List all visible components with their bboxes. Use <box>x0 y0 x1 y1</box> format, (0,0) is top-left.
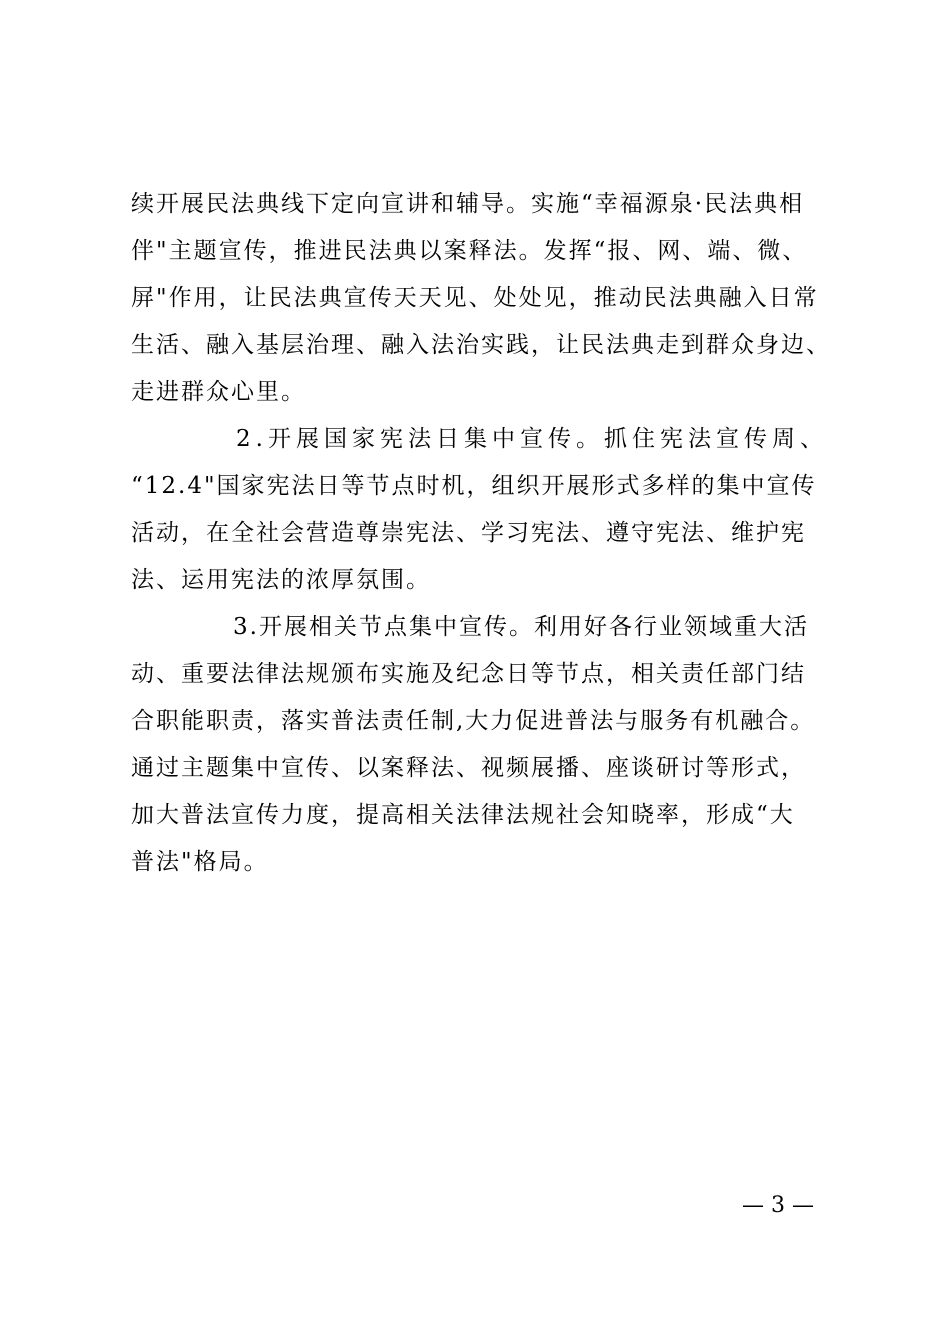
body-text-line: 活动，在全社会营造尊崇宪法、学习宪法、遵守宪法、维护宪 <box>131 520 806 546</box>
section-heading-line: 3.开展相关节点集中宣传。利用好各行业领域重大活 <box>233 614 809 640</box>
body-text-line: 屏"作用，让民法典宣传天天见、处处见，推动民法典融入日常 <box>131 285 819 311</box>
page-number: — 3 — <box>742 1193 814 1218</box>
body-text-line: “12.4"国家宪法日等节点时机，组织开展形式多样的集中宣传 <box>131 473 817 499</box>
body-text-line: 动、重要法律法规颁布实施及纪念日等节点，相关责任部门结 <box>131 661 806 687</box>
body-text-line: 伴"主题宣传，推进民法典以案释法。发挥“报、网、端、微、 <box>131 238 808 264</box>
body-text-line: 合职能职责，落实普法责任制,大力促进普法与服务有机融合。 <box>131 708 816 734</box>
body-text-line: 续开展民法典线下定向宣讲和辅导。实施“幸福源泉·民法典相 <box>131 191 805 217</box>
body-text-line: 走进群众心里。 <box>131 379 306 405</box>
body-text-line: 法、运用宪法的浓厚氛围。 <box>131 567 431 593</box>
section-heading-line: 2.开展国家宪法日集中宣传。抓住宪法宣传周、 <box>236 426 828 452</box>
body-text-line: 普法"格局。 <box>131 849 269 875</box>
body-text-line: 生活、融入基层治理、融入法治实践，让民法典走到群众身边、 <box>131 332 831 358</box>
body-text-line: 加大普法宣传力度，提高相关法律法规社会知晓率，形成“大 <box>131 802 795 828</box>
body-text-line: 通过主题集中宣传、以案释法、视频展播、座谈研讨等形式， <box>131 755 806 781</box>
